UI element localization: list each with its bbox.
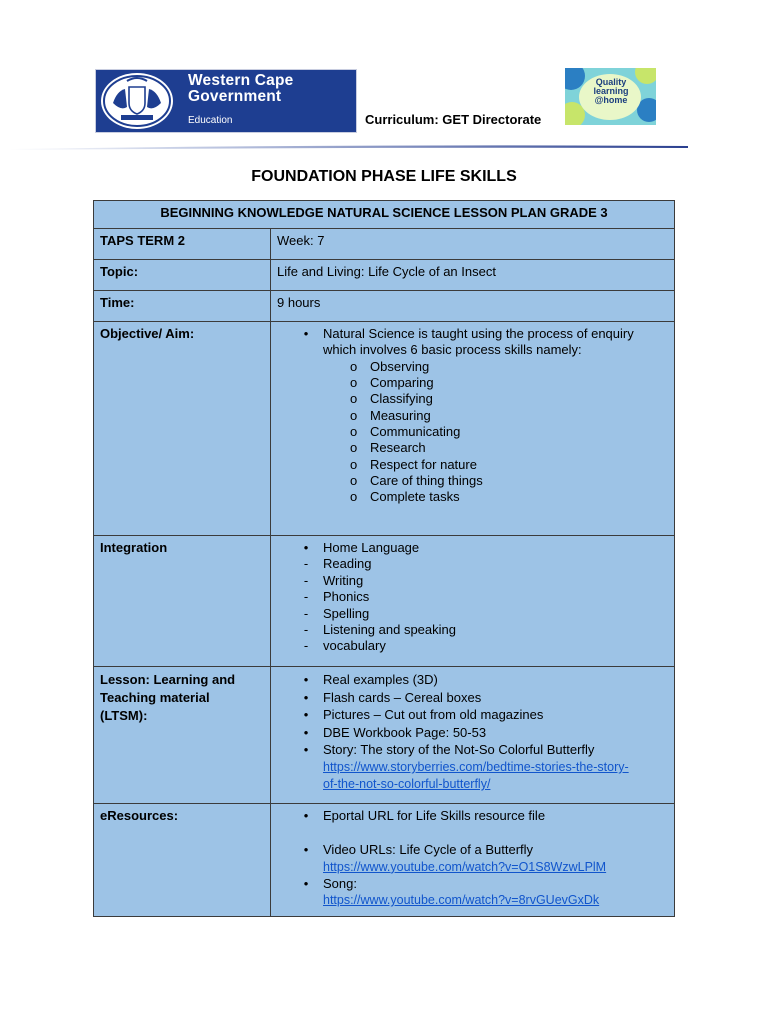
topic-value: Life and Living: Life Cycle of an Insect (271, 260, 675, 291)
eresources-value (271, 804, 675, 917)
week-value: Week: 7 (271, 229, 675, 260)
department-name: Education (188, 115, 233, 126)
header-divider (10, 144, 688, 150)
list-item: • Story: The story of the Not-So Colorful Butterfly https://www.storyberries.com/bedtime-stories-the-story- of-the-not-so-colorful-butterfly/ (277, 741, 668, 793)
coat-of-arms-icon (101, 73, 173, 129)
western-cape-government-logo (95, 69, 357, 133)
term-row (94, 229, 675, 260)
list-item: - vocabulary (303, 638, 386, 654)
list-item: - Spelling (303, 605, 370, 621)
curriculum-label: Curriculum: GET Directorate (365, 112, 542, 127)
list-item: - Writing (303, 572, 364, 588)
list-item: o Comparing (350, 375, 434, 391)
butterfly-video-link[interactable]: https://www.youtube.com/watch?v=O1S8WzwLPlM (323, 859, 607, 874)
integration-list (277, 540, 668, 655)
time-row (94, 291, 675, 322)
page-title: FOUNDATION PHASE LIFE SKILLS (251, 168, 517, 185)
list-item: o Classifying (350, 391, 433, 407)
badge-text: Quality learning @home (593, 77, 629, 105)
list-item: • Natural Science is taught using the process of enquiry which involves 6 basic process skills namely: (303, 326, 634, 358)
list-spacer (277, 824, 668, 842)
list-item: o Complete tasks (350, 489, 460, 505)
objective-label: Objective/ Aim: (94, 322, 271, 536)
integration-row (94, 536, 675, 667)
topic-row (94, 260, 675, 291)
song-video-link[interactable]: https://www.youtube.com/watch?v=8rvGUevGxDk (323, 893, 600, 908)
eresources-row (94, 804, 675, 917)
topic-label: Topic: (94, 260, 271, 291)
lesson-plan-table (93, 200, 675, 917)
list-item: o Observing (350, 358, 430, 374)
list-item: • DBE Workbook Page: 50-53 (303, 724, 487, 740)
list-item: • Flash cards – Cereal boxes (303, 689, 482, 705)
list-item: - Reading (303, 556, 372, 572)
process-skills-list (277, 359, 668, 506)
list-item: - Phonics (303, 589, 370, 605)
list-item: o Research (350, 440, 426, 456)
list-item: • Song: https://www.youtube.com/watch?v=8rvGUevGxDk (277, 876, 668, 909)
term-label: TAPS TERM 2 (94, 229, 271, 260)
time-label: Time: (94, 291, 271, 322)
eresources-label: eResources: (94, 804, 271, 917)
list-item: • Eportal URL for Life Skills resource file (303, 808, 546, 823)
list-item: o Respect for nature (350, 456, 477, 472)
objective-value (271, 322, 675, 536)
ltsm-value (271, 667, 675, 804)
list-item: • Video URLs: Life Cycle of a Butterfly https://www.youtube.com/watch?v=O1S8WzwLPlM (277, 842, 668, 875)
eresources-list (277, 808, 668, 909)
ltsm-row (94, 667, 675, 804)
organisation-name: Western Cape Government (188, 72, 294, 105)
list-item: • Home Language (303, 540, 420, 555)
integration-value (271, 536, 675, 667)
storyberries-link[interactable]: https://www.storyberries.com/bedtime-stories-the-story- of-the-not-so-colorful-butterfly/ (323, 759, 629, 791)
ltsm-list (277, 671, 668, 793)
list-item: o Communicating (350, 424, 461, 439)
table-heading: BEGINNING KNOWLEDGE NATURAL SCIENCE LESSON PLAN GRADE 3 (94, 201, 675, 229)
time-value: 9 hours (271, 291, 675, 322)
list-item: • Real examples (3D) (303, 672, 438, 687)
list-item: • Pictures – Cut out from old magazines (303, 707, 544, 723)
table-heading-row (94, 201, 675, 229)
objective-row (94, 322, 675, 536)
list-item: - Listening and speaking (303, 622, 456, 638)
list-item: o Measuring (350, 407, 431, 423)
ltsm-label: Lesson: Learning and Teaching material (LTSM): (94, 667, 271, 804)
integration-label: Integration (94, 536, 271, 667)
list-item: o Care of thing things (350, 472, 483, 488)
quality-learning-badge (565, 68, 656, 125)
